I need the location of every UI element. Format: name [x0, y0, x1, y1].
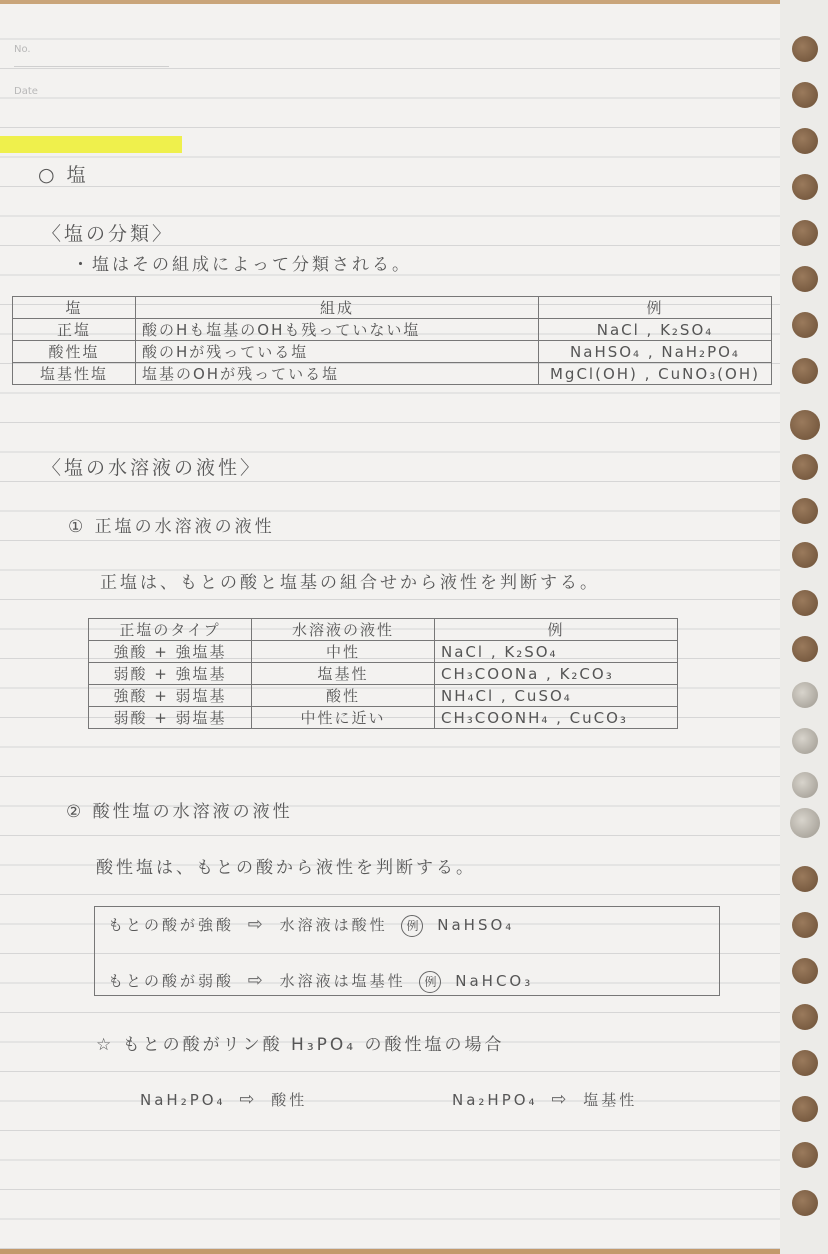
table-row: [89, 619, 678, 641]
punch-hole: [792, 498, 818, 524]
punch-hole: [792, 728, 818, 754]
classification-heading: 〈塩の分類〉: [42, 223, 175, 245]
table-cell: 酸性: [252, 685, 435, 707]
classification-table: [12, 296, 772, 385]
right-arrow-icon: ⇨: [247, 970, 266, 991]
table-cell: 中性: [252, 641, 435, 663]
punch-hole: [792, 82, 818, 108]
punch-hole: [792, 358, 818, 384]
box-line-2: [108, 970, 533, 993]
table-row: [13, 319, 772, 341]
table-header-cell: 水溶液の液性: [252, 619, 435, 641]
punch-hole: [792, 266, 818, 292]
example-mark-icon: 例: [419, 971, 441, 993]
punch-hole: [792, 590, 818, 616]
punch-hole: [792, 682, 818, 708]
phosphate-case-1: [140, 1089, 307, 1110]
table-row: [13, 341, 772, 363]
normal-salt-table: [88, 618, 678, 729]
table-header-cell: 例: [539, 297, 772, 319]
section2-note: 酸性塩は、もとの酸から液性を判断する。: [96, 858, 476, 878]
case-1-result: 酸性: [271, 1091, 308, 1109]
table-cell: 塩基性: [252, 663, 435, 685]
box-line-1-right: 水溶液は酸性: [279, 916, 388, 934]
table-header-cell: 例: [435, 619, 678, 641]
no-line: [14, 66, 169, 67]
punch-hole: [792, 912, 818, 938]
table-row: [13, 297, 772, 319]
punch-hole: [792, 1004, 818, 1030]
punch-hole: [792, 454, 818, 480]
section1-title: ① 正塩の水溶液の液性: [68, 517, 275, 537]
table-cell: 強酸 + 強塩基: [89, 641, 252, 663]
page-bottom-edge: [0, 1249, 828, 1254]
table-cell: NaHSO₄ , NaH₂PO₄: [539, 341, 772, 363]
date-label: Date: [14, 86, 38, 97]
punch-hole: [792, 542, 818, 568]
table-header-cell: 正塩のタイプ: [89, 619, 252, 641]
table-cell: 正塩: [13, 319, 136, 341]
box-line-2-example: NaHCO₃: [455, 972, 534, 990]
punch-hole: [792, 958, 818, 984]
box-line-1-example: NaHSO₄: [437, 916, 515, 934]
table-cell: 塩基のOHが残っている塩: [136, 363, 539, 385]
table-cell: 弱酸 + 強塩基: [89, 663, 252, 685]
table-row: [13, 363, 772, 385]
case-1-salt: NaH₂PO₄: [140, 1091, 226, 1109]
table-row: [89, 641, 678, 663]
table-cell: 中性に近い: [252, 707, 435, 729]
table-cell: 酸のHが残っている塩: [136, 341, 539, 363]
highlighter-mark: [0, 136, 182, 153]
box-line-1-left: もとの酸が強酸: [108, 916, 235, 934]
case-2-salt: Na₂HPO₄: [452, 1091, 538, 1109]
table-cell: NaCl , K₂SO₄: [435, 641, 678, 663]
box-line-2-right: 水溶液は塩基性: [279, 972, 406, 990]
punch-hole: [790, 410, 820, 440]
punch-hole-strip: [780, 0, 828, 1254]
phosphate-case-2: [452, 1089, 637, 1110]
table-cell: 強酸 + 弱塩基: [89, 685, 252, 707]
table-cell: NH₄Cl , CuSO₄: [435, 685, 678, 707]
section2-title: ② 酸性塩の水溶液の液性: [66, 802, 293, 822]
table-row: [89, 685, 678, 707]
case-2-result: 塩基性: [583, 1091, 638, 1109]
box-line-1: [108, 914, 514, 937]
table-row: [89, 663, 678, 685]
table-cell: 弱酸 + 弱塩基: [89, 707, 252, 729]
punch-hole: [790, 808, 820, 838]
table-cell: 酸性塩: [13, 341, 136, 363]
punch-hole: [792, 1190, 818, 1216]
page-top-edge: [0, 0, 828, 4]
example-mark-icon: 例: [401, 915, 423, 937]
punch-hole: [792, 636, 818, 662]
right-arrow-icon: ⇨: [239, 1089, 258, 1110]
punch-hole: [792, 312, 818, 338]
liquid-heading: 〈塩の水溶液の液性〉: [42, 457, 263, 479]
punch-hole: [792, 866, 818, 892]
punch-hole: [792, 1096, 818, 1122]
page-title: ○ 塩: [38, 164, 89, 186]
table-cell: 塩基性塩: [13, 363, 136, 385]
punch-hole: [792, 1050, 818, 1076]
no-label: No.: [14, 44, 31, 55]
table-cell: NaCl , K₂SO₄: [539, 319, 772, 341]
box-line-2-left: もとの酸が弱酸: [108, 972, 235, 990]
punch-hole: [792, 174, 818, 200]
table-header-cell: 組成: [136, 297, 539, 319]
punch-hole: [792, 36, 818, 62]
punch-hole: [792, 772, 818, 798]
punch-hole: [792, 128, 818, 154]
table-cell: MgCl(OH) , CuNO₃(OH): [539, 363, 772, 385]
phosphate-note: ☆ もとの酸がリン酸 H₃PO₄ の酸性塩の場合: [96, 1035, 505, 1055]
table-row: [89, 707, 678, 729]
table-cell: CH₃COONH₄ , CuCO₃: [435, 707, 678, 729]
punch-hole: [792, 1142, 818, 1168]
table-cell: 酸のHも塩基のOHも残っていない塩: [136, 319, 539, 341]
table-header-cell: 塩: [13, 297, 136, 319]
right-arrow-icon: ⇨: [551, 1089, 570, 1110]
section1-note: 正塩は、もとの酸と塩基の組合せから液性を判断する。: [100, 573, 600, 593]
right-arrow-icon: ⇨: [247, 914, 266, 935]
table-cell: CH₃COONa , K₂CO₃: [435, 663, 678, 685]
classification-note: ・塩はその組成によって分類される。: [72, 255, 412, 275]
punch-hole: [792, 220, 818, 246]
